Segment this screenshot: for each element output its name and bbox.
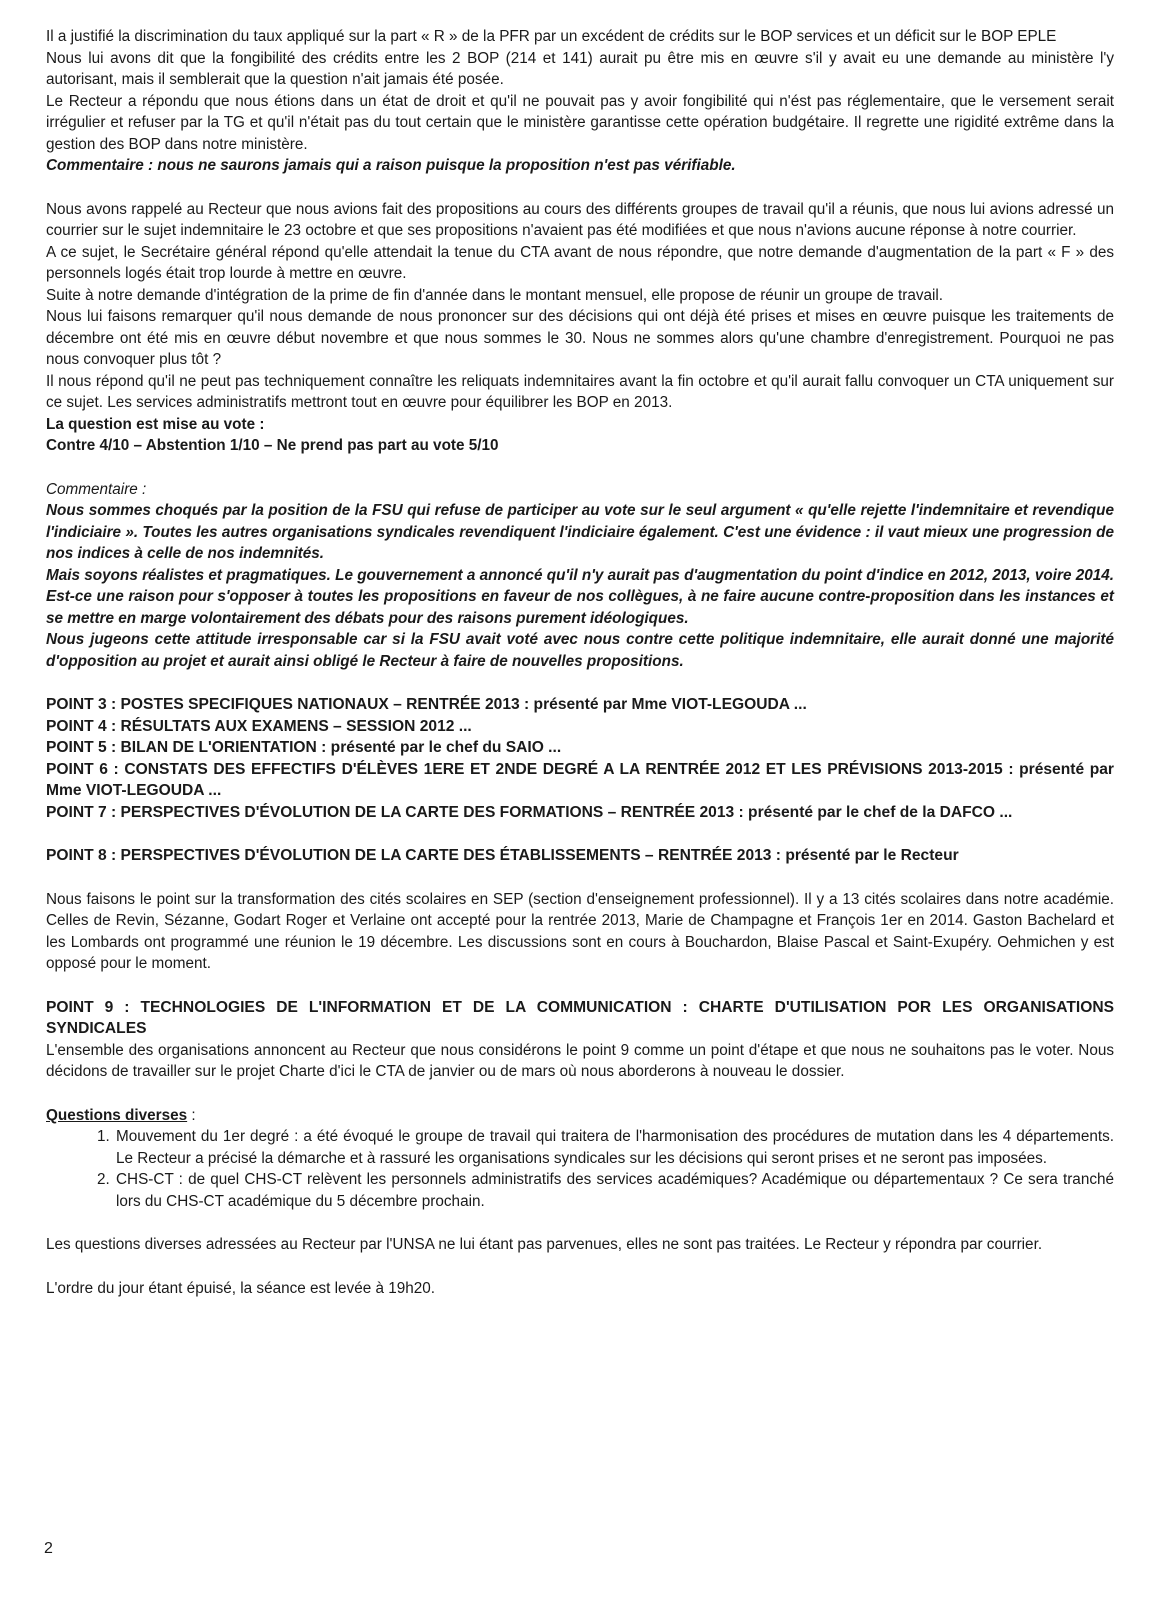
list-item: 1. Mouvement du 1er degré : a été évoqué le groupe de travail qui traitera de l'harmonisation des procédures de mutation dans les 4 départements. Le Recteur a précisé la démarche et à rassuré les organisations syndicales sur les décisions qui seront prises et ne seront pas imposées. [114,1126,1114,1169]
point-4: POINT 4 : RÉSULTATS AUX EXAMENS – SESSION 2012 ... [46,717,472,735]
comment-2-paragraph: Mais soyons réalistes et pragmatiques. Le gouvernement a annoncé qu'il n'y aurait pas d'augmentation du point d'indice en 2012, 2013, voire 2014. Est-ce une raison pour s'opposer à toutes les propositions en faveur de nos collègues, à ne faire aucune contre-proposition dans les instances et se mettre en marge volontairement des débats pour des raisons purement idéologiques. [46,566,1114,627]
questions-heading [46,1105,1114,1127]
comment-2-paragraph: Nous sommes choqués par la position de la FSU qui refuse de participer au vote sur le seul argument « qu'elle rejette l'indemnitaire et revendique l'indiciaire ». Toutes les autres organisations syndicales revendiquent l'indiciaire également. C'est une évidence : il vaut mieux une progression de nos indices à celle de nos indemnités. [46,502,1114,562]
comment-1: Commentaire : nous ne saurons jamais qui a raison puisque la proposition n'est pas vérifiable. [46,157,736,174]
page-number: 2 [44,1540,53,1557]
paragraph: Nous avons rappelé au Recteur que nous avions fait des propositions au cours des différents groupes de travail qu'il a réunis, que nous lui avions adressé un courrier sur le sujet indemnitaire le 23 octobre et que ses propositions n'avaient pas été modifiées et que nous n'avions aucune réponse à notre courrier. [46,200,1114,239]
point-5: POINT 5 : BILAN DE L'ORIENTATION : présenté par le chef du SAIO ... [46,739,562,756]
questions-list [46,1126,1114,1212]
paragraph: A ce sujet, le Secrétaire général répond qu'elle attendait la tenue du CTA avant de nous répondre, que notre demande d'augmentation de la part « F » des personnels logés était trop lourde à mettre en œuvre. [46,243,1114,282]
unsa-paragraph: Les questions diverses adressées au Recteur par l'UNSA ne lui étant pas parvenues, elles ne sont pas traitées. Le Recteur y répondra par courrier. [46,1236,1043,1253]
comment-2-paragraph: Nous jugeons cette attitude irresponsable car si la FSU avait voté avec nous contre cette politique indemnitaire, elle aurait donné une majorité d'opposition au projet et aurait ainsi obligé le Recteur à faire de nouvelles propositions. [46,631,1114,670]
vote-result: Contre 4/10 – Abstention 1/10 – Ne prend pas part au vote 5/10 [46,437,499,454]
point-6: POINT 6 : CONSTATS DES EFFECTIFS D'ÉLÈVES 1ERE ET 2NDE DEGRÉ A LA RENTRÉE 2012 ET LES PRÉVISIONS 2013-2015 : présenté par Mme VIOT-LEGOUDA ... [46,760,1114,799]
point-9-text: L'ensemble des organisations annoncent au Recteur que nous considérons le point 9 comme un point d'étape et que nous ne souhaitons pas le voter. Nous décidons de travailler sur le projet Charte d'ici le CTA de janvier ou de mars où nous aborderons à nouveau le dossier. [46,1041,1114,1080]
paragraph: Il a justifié la discrimination du taux appliqué sur la part « R » de la PFR par un excédent de crédits sur le BOP services et un déficit sur le BOP EPLE [46,28,1057,45]
document-page [46,26,1114,1299]
questions-title: Questions diverses [46,1106,188,1124]
point-8: POINT 8 : PERSPECTIVES D'ÉVOLUTION DE LA CARTE DES ÉTABLISSEMENTS – RENTRÉE 2013 : présenté par le Recteur [46,847,959,864]
paragraph: Nous lui faisons remarquer qu'il nous demande de nous prononcer sur des décisions qui ont déjà été prises et mises en œuvre puisque les traitements de décembre ont été mis en œuvre début novembre et que nous sommes le 30. Nous ne sommes alors qu'une chambre d'enregistrement. Pourquoi ne pas nous convoquer plus tôt ? [46,308,1114,368]
point-7: POINT 7 : PERSPECTIVES D'ÉVOLUTION DE LA CARTE DES FORMATIONS – RENTRÉE 2013 : présenté par le chef de la DAFCO ... [46,803,1013,821]
point-9: POINT 9 : TECHNOLOGIES DE L'INFORMATION ET DE LA COMMUNICATION : CHARTE D'UTILISATION POR LES ORGANISATIONS SYNDICALES [46,998,1114,1037]
point-3: POINT 3 : POSTES SPECIFIQUES NATIONAUX – RENTRÉE 2013 : présenté par Mme VIOT-LEGOUDA ... [46,696,807,713]
paragraph: Le Recteur a répondu que nous étions dans un état de droit et qu'il ne pouvait pas y avoir fongibilité qui n'ést pas réglementaire, que le versement serait irrégulier et refuser par la TG et qu'il n'était pas du tout certain que le ministère garantisse cette opération budgétaire. Il regrette une rigidité extrême dans la gestion des BOP dans notre ministère. [46,92,1114,153]
comment-2-title: Commentaire : [46,480,147,498]
paragraph: Il nous répond qu'il ne peut pas techniquement connaître les reliquats indemnitaires avant la fin octobre et qu'il aurait fallu convoquer un CTA uniquement sur ce sujet. Les services administratifs mettront tout en œuvre pour équilibrer les BOP en 2013. [46,372,1114,411]
point-8-text: Nous faisons le point sur la transformation des cités scolaires en SEP (section d'enseignement professionnel). Il y a 13 cités scolaires dans notre académie. Celles de Revin, Sézanne, Godart Roger et Verlaine ont accepté pour la rentrée 2013, Marie de Champagne et François 1er en 2014. Gaston Bachelard et les Lombards ont programmé une réunion le 19 décembre. Les discussions sont en cours à Bouchardon, Blaise Pascal et Saint-Exupéry. Oehmichen y est opposé pour le moment. [46,890,1114,972]
paragraph: Nous lui avons dit que la fongibilité des crédits entre les 2 BOP (214 et 141) aurait pu être mis en œuvre s'il y avait eu une demande au ministère l'y autorisant, mais il semblerait que la question n'ait jamais été posée. [46,49,1114,88]
paragraph: Suite à notre demande d'intégration de la prime de fin d'année dans le montant mensuel, elle propose de réunir un groupe de travail. [46,286,944,304]
closing-paragraph: L'ordre du jour étant épuisé, la séance est levée à 19h20. [46,1279,436,1297]
questions-colon: : [187,1106,196,1124]
vote-title: La question est mise au vote : [46,415,265,433]
list-item: 2. CHS-CT : de quel CHS-CT relèvent les personnels administratifs des services académiques? Académique ou départementaux ? Ce sera tranché lors du CHS-CT académique du 5 décembre prochain. [114,1169,1114,1212]
